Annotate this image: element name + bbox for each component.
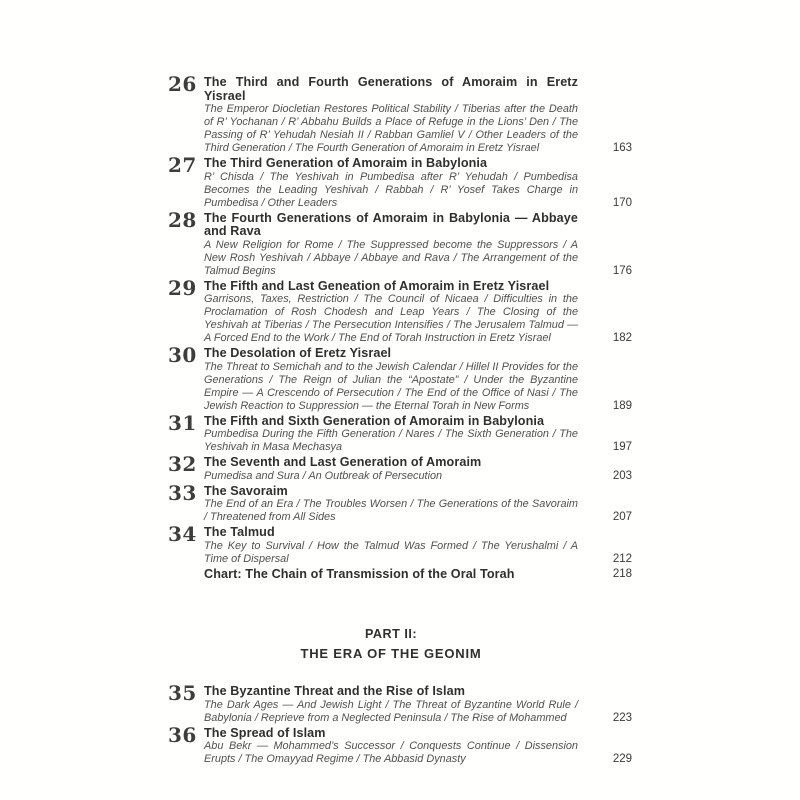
page-number: 212: [612, 552, 632, 565]
toc-entry: [168, 207, 632, 278]
toc-entry: [168, 522, 632, 566]
entry-body: [204, 727, 578, 767]
table-of-contents: [168, 72, 632, 768]
chapter-topics: The Threat to Semichah and to the Jewish Calendar / Hillel II Provides for the Generations / The Reign of Julian the “Apostate” / Under the Byzantine Empire — A Crescendo of Persecution / The End of the Office of Nasi / The Jewish Reaction to Suppression — the Eternal Torah in New Forms: [204, 360, 578, 412]
toc-entry: [168, 568, 632, 582]
chapter-topics: Garrisons, Taxes, Restriction / The Council of Nicaea / Difficulties in the Proclamation of Rosh Chodesh and Leap Years / The Closing of the Yeshivah at Tiberias / The Persecution Intensifies / The Jerusalem Talmud — A Forced End to the Work / The End of Torah Instruction in Eretz Yisrael: [204, 293, 578, 344]
page-number: 207: [612, 511, 632, 523]
entry-body: [204, 485, 578, 525]
toc-entry: [168, 72, 632, 155]
part2-title: THE ERA OF THE GEONIM: [300, 646, 482, 661]
chapter-number: 33: [168, 480, 197, 505]
chapter-topics: Pumbedisa During the Fifth Generation / Nares / The Sixth Generation / The Yeshivah in Masa Mechasya: [204, 428, 578, 453]
chapter-number: [168, 568, 204, 582]
page-number: 176: [612, 264, 632, 277]
toc-entry: [168, 452, 632, 483]
chapter-number: 35: [168, 681, 197, 705]
toc-entry: [168, 343, 632, 413]
entry-body: [204, 685, 578, 725]
chapter-title: The Spread of Islam: [204, 725, 326, 740]
page-number: 223: [612, 711, 632, 724]
toc-entry: [168, 153, 632, 210]
toc-entry: [168, 722, 632, 767]
entry-body: [204, 456, 578, 483]
chapter-title: Chart: The Chain of Transmission of the Oral Torah: [204, 566, 515, 581]
chapter-topics: R’ Chisda / The Yeshivah in Pumbedisa after R’ Yehudah / Pumbedisa Becomes the Leading Yeshivah / Rabbah / R’ Yosef Takes Charge in Pumbedisa / Other Leaders: [204, 170, 578, 209]
chapter-topics: A New Religion for Rome / The Suppressed become the Suppressors / A New Rosh Yeshivah / Abbaye / Abbaye and Rava / The Arrangement of the Talmud Begins: [204, 238, 578, 277]
chapter-title: The Fifth and Sixth Generation of Amoraim in Babylonia: [204, 413, 545, 428]
page-number: 203: [612, 469, 632, 482]
entry-body: [204, 526, 578, 566]
toc-part1: [168, 72, 632, 581]
chapter-number: 31: [168, 410, 197, 435]
page-number: 182: [612, 332, 632, 344]
page-number: 197: [612, 441, 632, 453]
chapter-topics: The End of an Era / The Troubles Worsen / The Generations of the Savoraim / Threatened from All Sides: [204, 498, 578, 523]
chapter-title: The Third Generation of Amoraim in Babylonia: [204, 156, 488, 170]
toc-part2: [168, 681, 632, 766]
chapter-number: 36: [168, 722, 197, 747]
chapter-topics: Pumedisa and Sura / An Outbreak of Persecution: [204, 469, 443, 482]
chapter-number: 29: [168, 275, 197, 300]
entry-body: [204, 568, 578, 582]
toc-entry: [168, 480, 632, 525]
chapter-number: 27: [168, 153, 197, 177]
toc-entry: [168, 681, 632, 725]
chapter-title: The Fourth Generations of Amoraim in Babylonia — Abbaye and Rava: [204, 210, 578, 238]
entry-body: [204, 76, 578, 155]
entry-body: [204, 347, 578, 413]
chapter-title: The Third and Fourth Generations of Amoraim in Eretz Yisrael: [204, 75, 578, 103]
toc-entry: [168, 275, 632, 346]
chapter-topics: The Emperor Diocletian Restores Political Stability / Tiberias after the Death of R’ Yochanan / R’ Abbahu Builds a Place of Refuge in the Lions’ Den / The Passing of R’ Yehudah Nesiah II / Rabban Gamliel V / Other Leaders of the Third Generation / The Fourth Generation of Amoraim in Eretz Yisrael: [204, 103, 578, 154]
chapter-title: The Talmud: [204, 525, 275, 539]
page-number: 163: [612, 142, 632, 154]
chapter-number: 26: [168, 72, 197, 96]
chapter-topics: The Key to Survival / How the Talmud Was Formed / The Yerushalmi / A Time of Dispersal: [204, 539, 578, 565]
chapter-number: 28: [168, 207, 197, 232]
chapter-title: The Desolation of Eretz Yisrael: [204, 346, 392, 360]
chapter-title: The Savoraim: [204, 483, 288, 498]
page-number: 170: [612, 196, 632, 209]
chapter-topics: Abu Bekr — Mohammed’s Successor / Conquests Continue / Dissension Erupts / The Omayyad Regime / The Abbasid Dynasty: [204, 740, 578, 765]
entry-body: [204, 280, 578, 346]
part2-heading: [168, 627, 632, 661]
entry-body: [204, 415, 578, 455]
chapter-number: 32: [168, 452, 197, 476]
chapter-title: The Byzantine Threat and the Rise of Islam: [204, 684, 466, 698]
page-number: 189: [612, 399, 632, 412]
part2-kicker: PART II:: [364, 627, 418, 641]
entry-body: [204, 157, 578, 210]
page-number: 218: [612, 568, 632, 580]
page-number: 229: [612, 753, 632, 765]
toc-entry: [168, 410, 632, 455]
entry-body: [204, 212, 578, 278]
chapter-number: 30: [168, 343, 197, 367]
chapter-title: The Seventh and Last Generation of Amoraim: [204, 455, 482, 469]
chapter-title: The Fifth and Last Geneation of Amoraim in Eretz Yisrael: [204, 278, 550, 293]
chapter-number: 34: [168, 522, 197, 546]
chapter-topics: The Dark Ages — And Jewish Light / The Threat of Byzantine World Rule / Babylonia / Reprieve from a Neglected Peninsula / The Rise of Mohammed: [204, 698, 578, 724]
